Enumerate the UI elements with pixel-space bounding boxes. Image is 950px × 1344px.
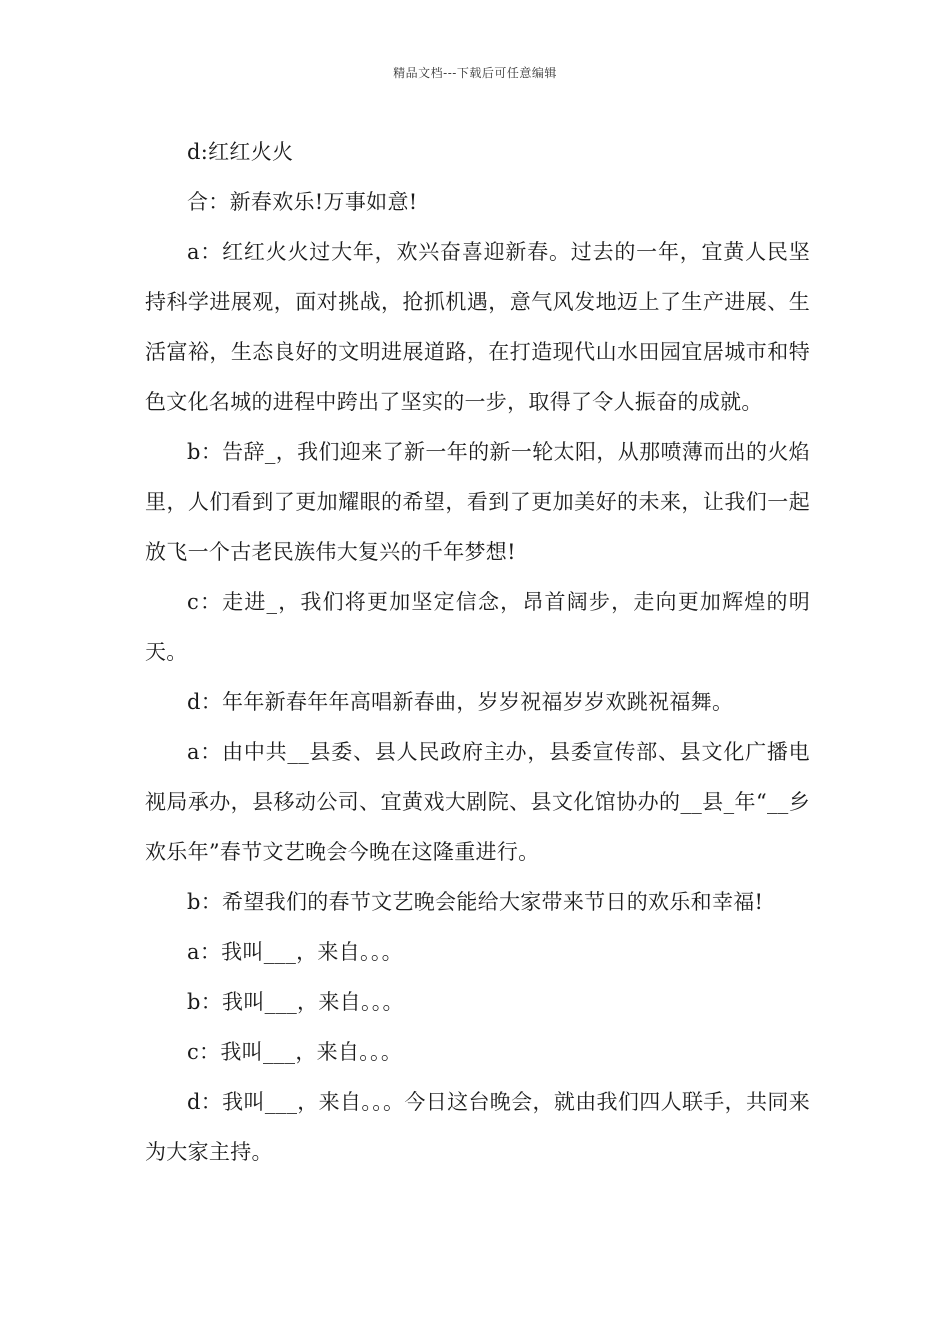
paragraph-4: b：告辞_，我们迎来了新一年的新一轮太阳，从那喷薄而出的火焰里，人们看到了更加耀眼的希望，看到了更加美好的未来，让我们一起放飞一个古老民族伟大复兴的千年梦想! [145,440,810,564]
paragraph-12: d：我叫___，来自。。。今日这台晚会，就由我们四人联手，共同来为大家主持。 [145,1090,810,1164]
paragraph-1: d:红红火火 [187,140,294,164]
paragraph-8: b：希望我们的春节文艺晚会能给大家带来节日的欢乐和幸福! [187,890,764,914]
paragraph-3: a：红红火火过大年，欢兴奋喜迎新春。过去的一年，宜黄人民坚持科学进展观，面对挑战，抢抓机遇，意气风发地迈上了生产进展、生活富裕，生态良好的文明进展道路，在打造现代山水田园宜居城市和特色文化名城的进程中跨出了坚实的一步，取得了令人振奋的成就。 [145,240,810,414]
paragraph-5: c：走进_，我们将更加坚定信念，昂首阔步，走向更加辉煌的明天。 [145,590,810,664]
paragraph-2: 合：新春欢乐!万事如意! [187,190,418,214]
paragraph-11: c：我叫___，来自。。。 [187,1040,403,1064]
paragraph-6: d：年年新春年年高唱新春曲，岁岁祝福岁岁欢跳祝福舞。 [187,690,734,714]
page-header: 精品文档---下载后可任意编辑 [393,66,557,80]
document-body [145,127,810,1177]
paragraph-10: b：我叫___，来自。。。 [187,990,404,1014]
paragraph-7: a：由中共__县委、县人民政府主办，县委宣传部、县文化广播电视局承办，县移动公司、宜黄戏大剧院、县文化馆协办的__县_年“__乡欢乐年”春节文艺晚会今晚在这隆重进行。 [145,740,810,864]
paragraph-9: a：我叫___，来自。。。 [187,940,403,964]
